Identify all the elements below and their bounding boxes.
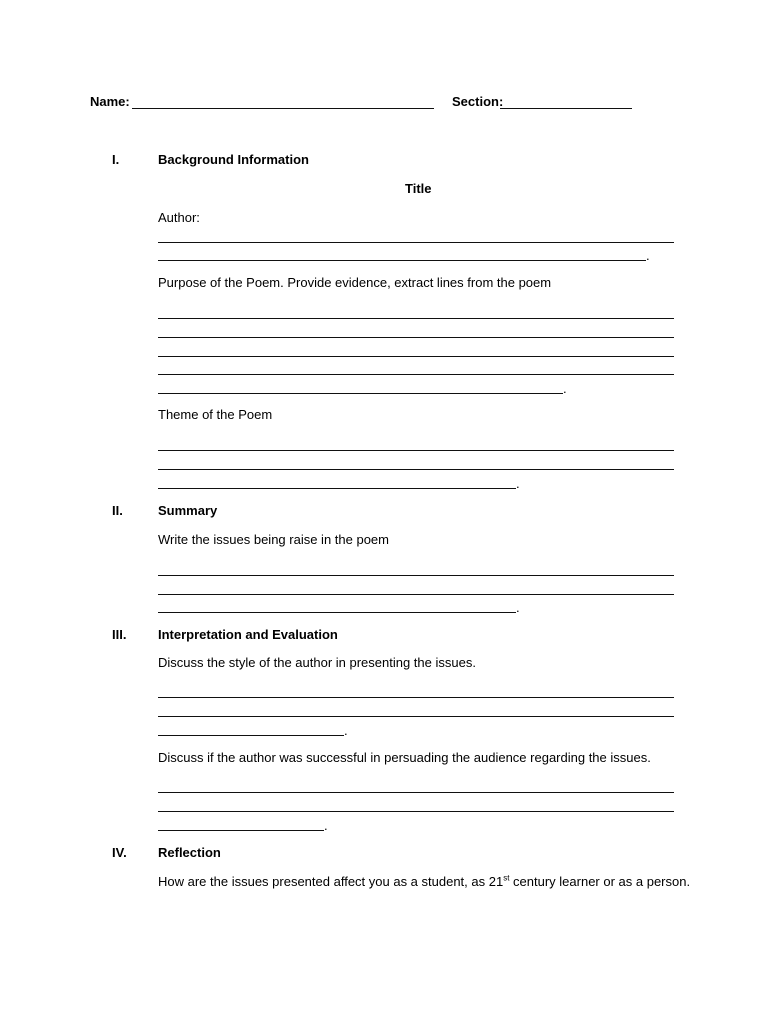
style-answer-line[interactable] <box>158 735 344 736</box>
section-ii-numeral: II. <box>112 503 123 518</box>
author-label: Author: <box>158 210 200 225</box>
persuasion-answer-line[interactable] <box>158 792 674 793</box>
style-answer-line[interactable] <box>158 716 674 717</box>
section-iii-heading: Interpretation and Evaluation <box>158 627 338 642</box>
name-label: Name: <box>90 94 130 109</box>
purpose-answer-line[interactable] <box>158 337 674 338</box>
style-answer-line[interactable] <box>158 697 674 698</box>
reflection-prompt-superscript: st <box>503 873 510 883</box>
reflection-prompt-text-end: century learner or as a person. <box>509 874 691 889</box>
author-answer-line[interactable] <box>158 242 674 243</box>
purpose-answer-line[interactable] <box>158 318 674 319</box>
end-period: . <box>646 248 650 263</box>
summary-answer-line[interactable] <box>158 594 674 595</box>
purpose-prompt: Purpose of the Poem. Provide evidence, extract lines from the poem <box>158 275 552 290</box>
section-i-numeral: I. <box>112 152 120 167</box>
purpose-answer-line[interactable] <box>158 374 674 375</box>
end-period: . <box>516 600 520 615</box>
section-iv-heading: Reflection <box>158 845 221 860</box>
theme-answer-line[interactable] <box>158 469 674 470</box>
reflection-prompt <box>158 874 690 890</box>
end-period: . <box>324 818 328 833</box>
section-iv-numeral: IV. <box>112 845 127 860</box>
style-prompt: Discuss the style of the author in presenting the issues. <box>158 655 476 670</box>
summary-prompt: Write the issues being raise in the poem <box>158 532 389 547</box>
section-ii-heading: Summary <box>158 503 218 518</box>
theme-prompt: Theme of the Poem <box>158 407 273 422</box>
section-iii-numeral: III. <box>112 627 127 642</box>
end-period: . <box>344 723 348 738</box>
persuasion-answer-line[interactable] <box>158 830 324 831</box>
section-field[interactable] <box>500 108 632 109</box>
title-label: Title <box>405 181 432 196</box>
summary-answer-line[interactable] <box>158 575 674 576</box>
reflection-prompt-text: How are the issues presented affect you as a student, as 21 <box>158 874 504 889</box>
persuasion-prompt: Discuss if the author was successful in persuading the audience regarding the issues. <box>158 750 651 765</box>
section-label: Section: <box>452 94 504 109</box>
theme-answer-line[interactable] <box>158 450 674 451</box>
author-answer-line[interactable] <box>158 260 646 261</box>
section-i-heading: Background Information <box>158 152 309 167</box>
purpose-answer-line[interactable] <box>158 393 563 394</box>
theme-answer-line[interactable] <box>158 488 516 489</box>
summary-answer-line[interactable] <box>158 612 516 613</box>
purpose-answer-line[interactable] <box>158 356 674 357</box>
persuasion-answer-line[interactable] <box>158 811 674 812</box>
end-period: . <box>563 381 567 396</box>
end-period: . <box>516 476 520 491</box>
name-field[interactable] <box>132 108 434 109</box>
